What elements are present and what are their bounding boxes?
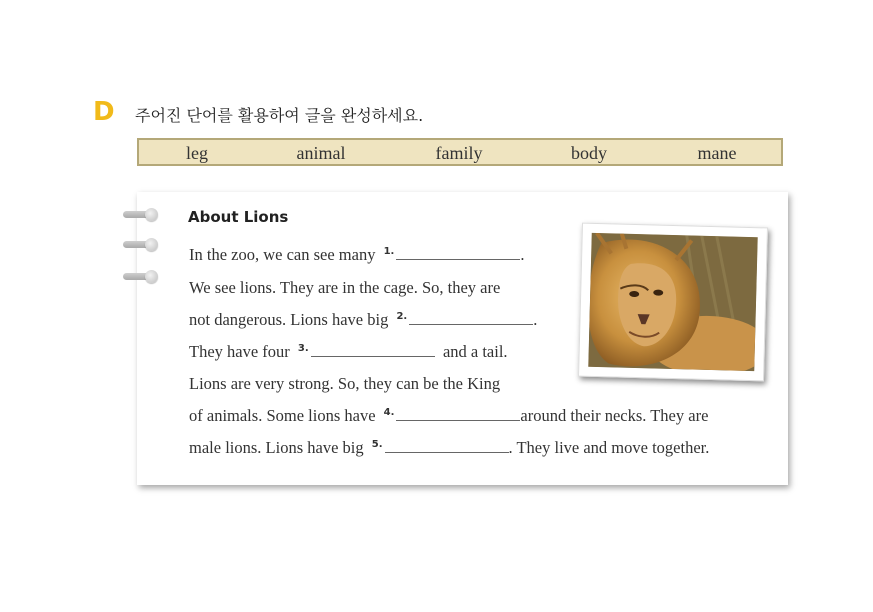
word-bank-item: animal [296, 143, 346, 163]
passage-line: They have four $^{3.}$ and a tail. [189, 342, 508, 361]
word-bank [137, 138, 783, 166]
blank-number: 4. [383, 407, 395, 418]
answer-blank[interactable] [396, 406, 520, 421]
blank-number: 1. [383, 246, 395, 257]
passage-line: of animals. Some lions have $^{4.}$ around their necks. They are [189, 406, 709, 425]
instruction-text: 주어진 단어를 활용하여 글을 완성하세요. [135, 106, 424, 125]
passage-line: In the zoo, we can see many $^{1.}$ . [189, 245, 525, 264]
passage-line: male lions. Lions have big $^{5.}$ . They live and move together. [189, 438, 710, 457]
answer-blank[interactable] [311, 342, 435, 357]
lion-icon [588, 233, 757, 371]
card-title: About Lions [188, 208, 289, 226]
lion-photo [578, 223, 768, 382]
word-bank-item: family [435, 143, 483, 163]
section-letter: D [93, 97, 115, 127]
lion-image [588, 233, 757, 371]
answer-blank[interactable] [396, 245, 520, 260]
passage-line: We see lions. They are in the cage. So, they are [189, 278, 501, 297]
binder-ring-icon [123, 270, 167, 283]
answer-blank[interactable] [409, 310, 533, 325]
passage-line: Lions are very strong. So, they can be the King [189, 374, 501, 393]
blank-number: 2. [396, 311, 408, 322]
word-bank-item: leg [186, 143, 208, 163]
passage-line: not dangerous. Lions have big $^{2.}$ . [189, 310, 538, 329]
binder-ring-icon [123, 238, 167, 251]
blank-number: 3. [297, 343, 309, 354]
answer-blank[interactable] [385, 438, 509, 453]
blank-number: 5. [371, 439, 383, 450]
word-bank-item: mane [697, 143, 737, 163]
binder-ring-icon [123, 208, 167, 221]
word-bank-item: body [571, 143, 607, 163]
